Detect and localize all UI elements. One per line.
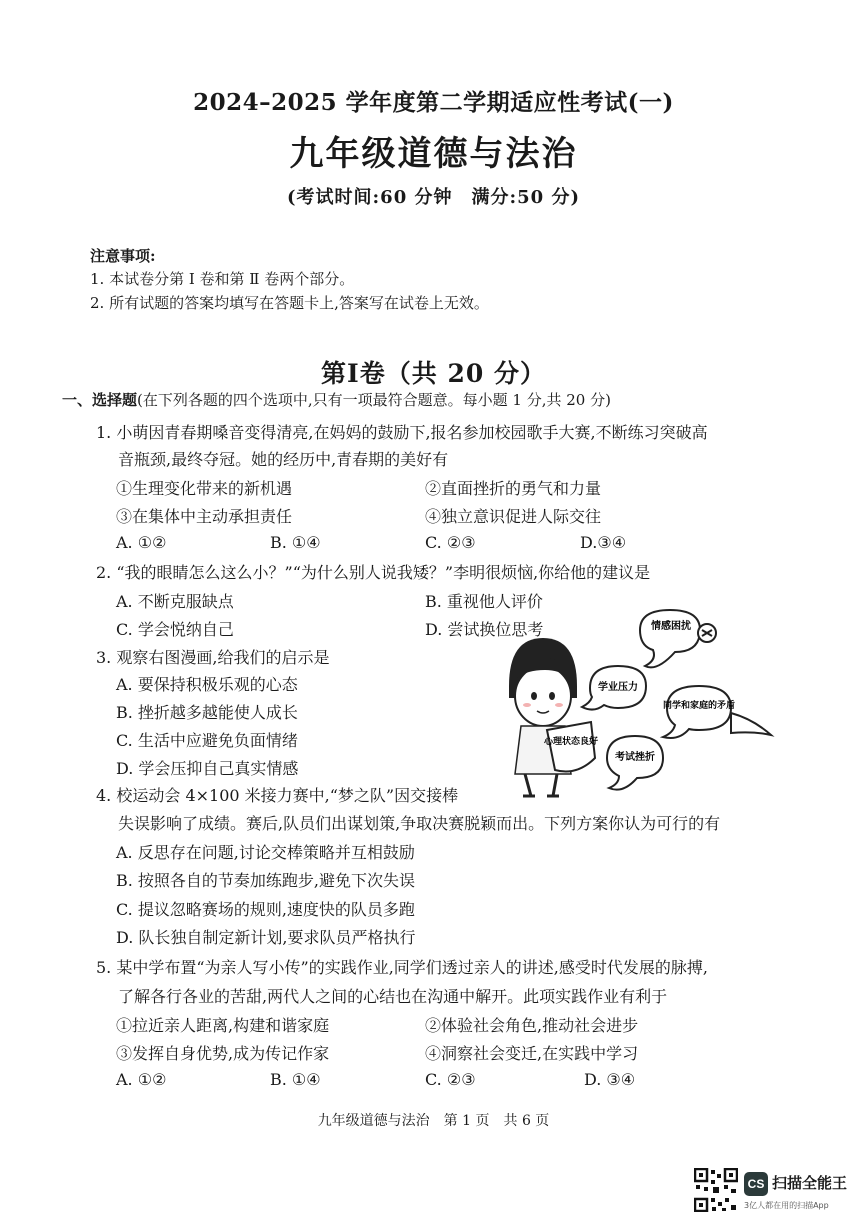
question-5-stem: 5. 某中学布置“为亲人写小传”的实践作业,同学们透过亲人的讲述,感受时代发展的脉搏, (96, 958, 708, 977)
question-2-stem: 2. “我的眼睛怎么这么小？”“为什么别人说我矮？”李明很烦恼,你给他的建议是 (96, 563, 651, 582)
instruction-text: (在下列各题的四个选项中,只有一项最符合题意。每小题 1 分,共 20 分) (137, 391, 611, 409)
question-1-stem: 音瓶颈,最终夺冠。她的经历中,青春期的美好有 (118, 450, 449, 469)
question-3-option: B. 挫折越多越能使人成长 (116, 703, 298, 722)
bubble-label: 学业压力 (598, 682, 638, 693)
question-5-option: C. ②③ (425, 1070, 476, 1089)
question-1-option: A. ①② (116, 533, 167, 552)
bubble-label: 考试挫折 (615, 752, 655, 763)
question-3-option: D. 学会压抑自己真实情感 (116, 759, 299, 778)
question-1-option: C. ②③ (425, 533, 476, 552)
speech-bubble (663, 686, 771, 738)
question-4-option: D. 队长独自制定新计划,要求队员严格执行 (116, 928, 416, 947)
scanner-tagline: 3亿人都在用的扫描App (744, 1201, 829, 1210)
question-5-statement: ②体验社会角色,推动社会进步 (425, 1016, 639, 1035)
page-footer: 九年级道德与法治 第 1 页 共 6 页 (317, 1113, 550, 1129)
notice-item: 2. 所有试题的答案均填写在答题卡上,答案写在试卷上无效。 (90, 294, 489, 312)
qr-code-icon (694, 1168, 738, 1212)
question-1-option: B. ①④ (270, 533, 321, 552)
part-label: 一、选择题 (62, 391, 138, 409)
question-4-option: A. 反思存在问题,讨论交棒策略并互相鼓励 (116, 843, 415, 862)
question-3-option: C. 生活中应避免负面情绪 (116, 731, 298, 750)
question-4-option: C. 提议忽略赛场的规则,速度快的队员多跑 (116, 900, 415, 919)
question-2-option: C. 学会悦纳自己 (116, 620, 234, 639)
question-2-option: D. 尝试换位思考 (425, 620, 544, 639)
notice-title: 注意事项: (90, 247, 156, 265)
question-5-option: A. ①② (116, 1070, 167, 1089)
speech-bubble (607, 736, 663, 790)
bubble-label: 情感困扰 (651, 621, 691, 632)
exam-info: (考试时间:60 分钟 满分:50 分) (287, 187, 580, 208)
question-4-option: B. 按照各自的节奏加练跑步,避免下次失误 (116, 871, 416, 890)
section-instruction (62, 389, 611, 410)
question-1-option: D.③④ (580, 533, 627, 552)
question-5-stem: 了解各行各业的苦甜,两代人之间的心结也在沟通中解开。此项实践作业有利于 (118, 987, 668, 1006)
notice-item: 1. 本试卷分第 Ⅰ 卷和第 Ⅱ 卷两个部分。 (90, 270, 355, 288)
question-5-statement: ①拉近亲人距离,构建和谐家庭 (116, 1016, 330, 1035)
scanner-logo-icon: CS (744, 1172, 768, 1196)
bubble-label: 同学和家庭的矛盾 (662, 701, 736, 711)
question-2-option: A. 不断克服缺点 (116, 592, 234, 611)
question-3-option: A. 要保持积极乐观的心态 (116, 675, 298, 694)
section-title: 第Ⅰ卷（共 20 分） (321, 359, 546, 388)
question-4-stem: 4. 校运动会 4×100 米接力赛中,“梦之队”因交接棒 (96, 786, 459, 805)
exam-title: 2024–2025 学年度第二学期适应性考试(一) (193, 89, 674, 116)
question-4-stem: 失误影响了成绩。赛后,队员们出谋划策,争取决赛脱颖而出。下列方案你认为可行的有 (118, 814, 721, 833)
question-5-statement: ④洞察社会变迁,在实践中学习 (425, 1044, 639, 1063)
shield-text: 心理状态良好 (543, 737, 599, 747)
question-1-statement: ②直面挫折的勇气和力量 (425, 479, 602, 498)
cartoon-illustration (495, 608, 775, 803)
question-1-stem: 1. 小萌因青春期嗓音变得清亮,在妈妈的鼓励下,报名参加校园歌手大赛,不断练习突破高 (96, 423, 708, 442)
question-2-option: B. 重视他人评价 (425, 592, 543, 611)
question-1-statement: ④独立意识促进人际交往 (425, 507, 602, 526)
question-5-statement: ③发挥自身优势,成为传记作家 (116, 1044, 330, 1063)
question-1-statement: ①生理变化带来的新机遇 (116, 479, 293, 498)
question-5-option: B. ①④ (270, 1070, 321, 1089)
question-3-stem: 3. 观察右图漫画,给我们的启示是 (96, 648, 330, 667)
speech-bubble (640, 610, 700, 667)
question-5-option: D. ③④ (584, 1070, 636, 1089)
subject-title: 九年级道德与法治 (289, 134, 578, 174)
speech-bubble (582, 666, 646, 710)
question-1-statement: ③在集体中主动承担责任 (116, 507, 293, 526)
scanner-brand: 扫描全能王 (772, 1174, 848, 1192)
